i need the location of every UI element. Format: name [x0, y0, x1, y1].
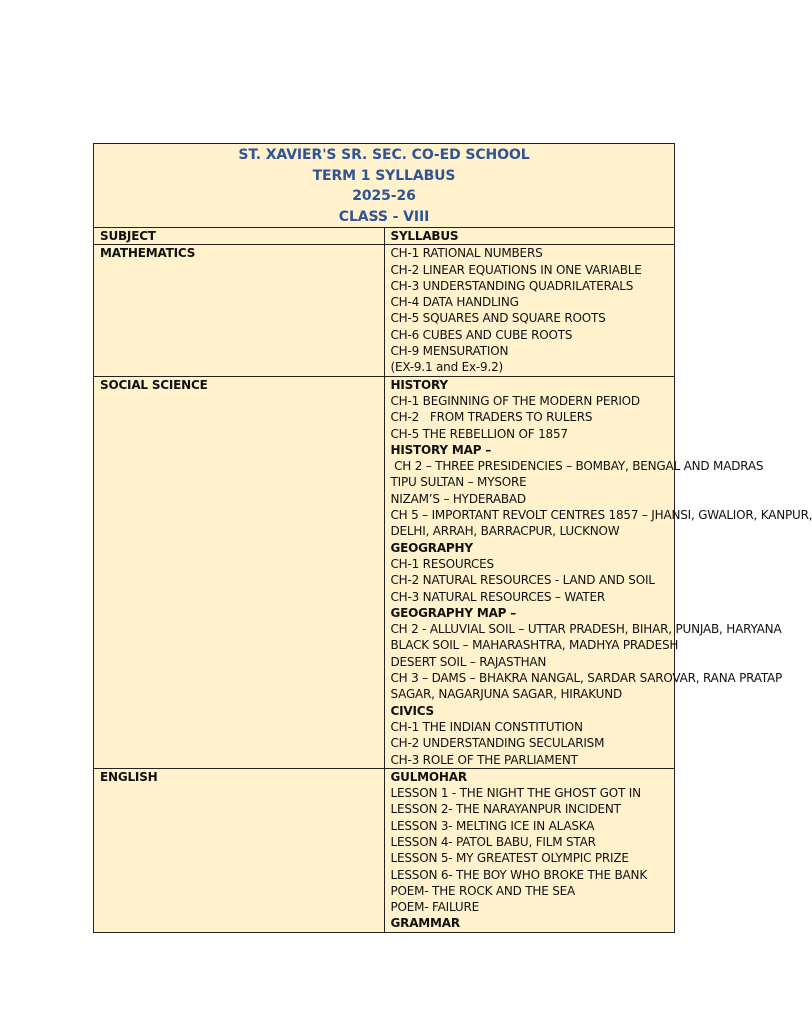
syllabus-item: CH-6 CUBES AND CUBE ROOTS [390, 327, 573, 342]
syllabus-item: LESSON 4- PATOL BABU, FILM STAR [390, 834, 596, 849]
table-row [94, 768, 675, 932]
syllabus-item: LESSON 6- THE BOY WHO BROKE THE BANK [390, 867, 647, 882]
syllabus-item: CH-1 RESOURCES [390, 556, 494, 571]
subject-column-header [94, 228, 385, 245]
class-title: CLASS - VIII [338, 208, 430, 225]
syllabus-item: CH-9 MENSURATION [390, 344, 509, 359]
subject-cell [94, 376, 385, 768]
syllabus-item: BLACK SOIL – MAHARASHTRA, MADHYA PRADESH [390, 638, 679, 653]
syllabus-item: CH 2 – THREE PRESIDENCIES – BOMBAY, BENGAL AND MADRAS [390, 459, 764, 474]
syllabus-item: CH-3 NATURAL RESOURCES – WATER [390, 589, 606, 604]
term-title: TERM 1 SYLLABUS [312, 167, 456, 184]
syllabus-item: CH 3 – DAMS – BHAKRA NANGAL, SARDAR SAROVAR, RANA PRATAP [390, 671, 783, 686]
syllabus-cell [384, 245, 675, 376]
section-heading: GULMOHAR [390, 769, 467, 784]
syllabus-item: CH-5 THE REBELLION OF 1857 [390, 426, 568, 441]
syllabus-item: CH-1 BEGINNING OF THE MODERN PERIOD [390, 393, 640, 408]
syllabus-item: LESSON 1 - THE NIGHT THE GHOST GOT IN [390, 786, 641, 801]
syllabus-column-header [384, 228, 675, 245]
section-heading: GEOGRAPHY MAP – [390, 605, 517, 620]
section-heading: GRAMMAR [390, 916, 460, 931]
subject-header-label: SUBJECT [100, 229, 156, 243]
syllabus-item: CH-3 ROLE OF THE PARLIAMENT [390, 752, 578, 767]
academic-year: 2025-26 [352, 188, 416, 204]
syllabus-item: CH-4 DATA HANDLING [390, 295, 519, 310]
syllabus-item: POEM- THE ROCK AND THE SEA [390, 883, 576, 898]
syllabus-item: SAGAR, NAGARJUNA SAGAR, HIRAKUND [390, 687, 623, 702]
subject-cell [94, 245, 385, 376]
subject-name: MATHEMATICS [100, 246, 196, 261]
syllabus-item: LESSON 2- THE NARAYANPUR INCIDENT [390, 802, 621, 817]
syllabus-item: CH-2 FROM TRADERS TO RULERS [390, 410, 593, 425]
syllabus-header-label: SYLLABUS [390, 229, 459, 243]
syllabus-item: TIPU SULTAN – MYSORE [390, 475, 527, 490]
syllabus-item: CH 5 – IMPORTANT REVOLT CENTRES 1857 – JHANSI, GWALIOR, KANPUR, [390, 508, 812, 523]
syllabus-item: CH-2 NATURAL RESOURCES - LAND AND SOIL [390, 573, 655, 588]
section-heading: CIVICS [390, 703, 434, 718]
syllabus-item: POEM- FAILURE [390, 900, 480, 915]
syllabus-item: DESERT SOIL – RAJASTHAN [390, 654, 547, 669]
syllabus-item: NIZAM’S – HYDERABAD [390, 491, 526, 506]
syllabus-item: CH 2 - ALLUVIAL SOIL – UTTAR PRADESH, BIHAR, PUNJAB, HARYANA [390, 622, 782, 637]
subject-name: SOCIAL SCIENCE [100, 377, 208, 392]
syllabus-item: (EX-9.1 and Ex-9.2) [390, 360, 503, 375]
syllabus-item: CH-2 UNDERSTANDING SECULARISM [390, 736, 605, 751]
section-heading: HISTORY [390, 377, 448, 392]
syllabus-cell [384, 768, 675, 932]
section-heading: HISTORY MAP – [390, 442, 492, 457]
title-cell [94, 144, 675, 228]
syllabus-item: LESSON 5- MY GREATEST OLYMPIC PRIZE [390, 851, 629, 866]
syllabus-item: CH-5 SQUARES AND SQUARE ROOTS [390, 311, 606, 326]
subject-cell [94, 768, 385, 932]
syllabus-item: CH-1 THE INDIAN CONSTITUTION [390, 719, 583, 734]
school-name: ST. XAVIER'S SR. SEC. CO-ED SCHOOL [238, 147, 530, 163]
syllabus-cell [384, 376, 812, 768]
syllabus-item: LESSON 3- MELTING ICE IN ALASKA [390, 818, 595, 833]
syllabus-item: CH-2 LINEAR EQUATIONS IN ONE VARIABLE [390, 262, 642, 277]
section-heading: GEOGRAPHY [390, 540, 473, 555]
syllabus-table [93, 143, 812, 933]
syllabus-item: DELHI, ARRAH, BARRACPUR, LUCKNOW [390, 524, 620, 539]
table-row [94, 376, 675, 768]
table-row [94, 245, 675, 376]
subject-name: ENGLISH [100, 769, 158, 784]
syllabus-item: CH-3 UNDERSTANDING QUADRILATERALS [390, 278, 634, 293]
syllabus-item: CH-1 RATIONAL NUMBERS [390, 246, 543, 261]
